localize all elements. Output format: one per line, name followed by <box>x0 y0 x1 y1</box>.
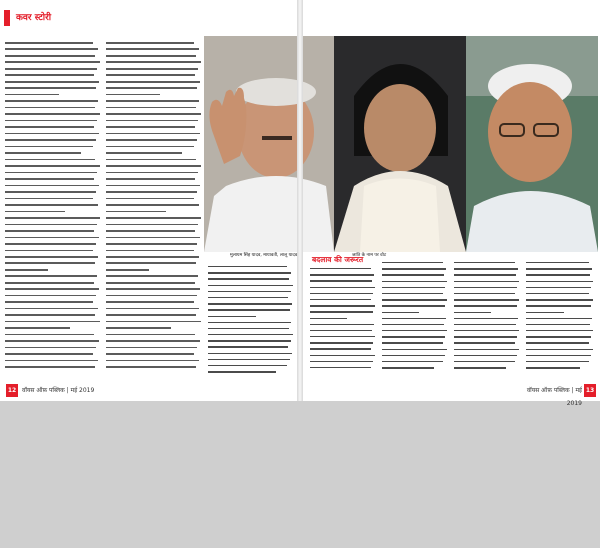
text-line <box>106 198 194 200</box>
text-line <box>5 61 100 63</box>
text-line <box>382 268 446 269</box>
text-line <box>454 324 516 325</box>
text-line <box>5 126 94 128</box>
text-line <box>526 342 589 343</box>
text-line <box>454 342 515 343</box>
left-page-number: 12 <box>6 384 18 397</box>
text-line <box>5 48 98 50</box>
text-line <box>310 305 375 306</box>
text-line <box>526 324 590 325</box>
text-line <box>208 334 293 335</box>
text-line <box>5 262 95 264</box>
text-line <box>5 178 94 180</box>
text-line <box>382 281 447 282</box>
text-line <box>526 349 593 350</box>
text-line <box>310 348 371 349</box>
text-line <box>382 287 445 288</box>
text-line <box>310 324 374 325</box>
text-line <box>208 272 291 273</box>
text-line <box>106 269 149 271</box>
text-line <box>5 224 97 226</box>
text-line <box>106 256 199 258</box>
text-line <box>5 172 97 174</box>
text-line <box>382 336 445 337</box>
text-line <box>106 81 200 83</box>
text-line <box>5 191 96 193</box>
text-line <box>5 81 99 83</box>
text-line <box>106 178 195 180</box>
text-line <box>454 262 515 263</box>
text-line <box>106 288 200 290</box>
text-line <box>106 262 196 264</box>
text-line <box>454 287 517 288</box>
text-line <box>208 328 289 329</box>
text-line <box>526 318 592 319</box>
text-line <box>5 107 95 109</box>
text-line <box>5 308 98 310</box>
text-line <box>454 293 515 294</box>
text-line <box>382 324 444 325</box>
text-line <box>106 314 196 316</box>
text-line <box>5 321 100 323</box>
text-line <box>382 330 447 331</box>
text-line <box>382 367 434 368</box>
text-line <box>106 366 196 368</box>
text-line <box>5 360 98 362</box>
text-line <box>5 211 65 213</box>
text-line <box>208 316 256 317</box>
text-line <box>526 262 589 263</box>
photo-illustration <box>204 36 598 252</box>
text-line <box>106 146 194 148</box>
text-line <box>526 336 591 337</box>
text-line <box>208 365 287 366</box>
text-line <box>106 172 198 174</box>
text-line <box>5 74 94 76</box>
text-line <box>106 133 200 135</box>
section-title: कवर स्टोरी <box>16 13 52 23</box>
text-line <box>106 48 199 50</box>
text-line <box>106 120 198 122</box>
text-line <box>208 353 292 354</box>
text-line <box>5 198 93 200</box>
text-line <box>208 303 292 304</box>
section-header <box>4 10 124 26</box>
text-line <box>5 217 100 219</box>
text-line <box>208 309 290 310</box>
right-page-number: 13 <box>584 384 596 397</box>
text-line <box>106 230 195 232</box>
text-line <box>106 100 199 102</box>
left-footer-magazine: वॉयस ऑफ़ पब्लिक <box>22 387 65 394</box>
text-line <box>106 308 199 310</box>
text-line <box>5 146 93 148</box>
text-line <box>5 282 94 284</box>
text-line <box>106 237 200 239</box>
text-line <box>382 342 443 343</box>
text-line <box>106 68 198 70</box>
text-line <box>106 42 194 44</box>
text-line <box>5 334 94 336</box>
text-line <box>208 266 287 267</box>
text-line <box>526 268 592 269</box>
text-line <box>5 288 99 290</box>
text-line <box>382 318 446 319</box>
text-line <box>454 361 515 362</box>
text-line <box>106 74 195 76</box>
text-line <box>5 347 96 349</box>
text-line <box>310 336 375 337</box>
text-line <box>106 159 196 161</box>
section-header-bar <box>4 10 10 26</box>
page-gutter <box>297 0 303 401</box>
text-line <box>310 367 371 368</box>
left-footer-month: मई 2019 <box>70 387 95 394</box>
text-line <box>382 349 447 350</box>
text-line <box>208 322 291 323</box>
text-line <box>208 340 291 341</box>
text-line <box>106 204 199 206</box>
text-line <box>454 281 519 282</box>
left-text-column-1 <box>5 42 101 378</box>
text-line <box>454 355 517 356</box>
text-line <box>106 217 201 219</box>
text-line <box>382 355 445 356</box>
text-line <box>106 152 182 154</box>
text-line <box>5 301 93 303</box>
text-line <box>454 312 491 313</box>
text-line <box>526 355 591 356</box>
text-line <box>106 94 160 96</box>
left-text-column-3 <box>208 266 294 378</box>
text-line <box>310 293 373 294</box>
text-line <box>526 274 590 275</box>
text-line <box>526 330 593 331</box>
subhead: बदलाव की जरूरत <box>312 255 364 264</box>
text-line <box>5 256 98 258</box>
text-line <box>310 311 373 312</box>
text-line <box>5 340 99 342</box>
text-line <box>5 100 98 102</box>
text-line <box>106 139 197 141</box>
text-line <box>208 278 289 279</box>
right-footer-month: मई 2019 <box>566 387 582 407</box>
text-line <box>382 299 447 300</box>
text-line <box>310 280 372 281</box>
text-line <box>526 287 591 288</box>
text-line <box>310 318 347 319</box>
left-footer-separator: | <box>66 387 69 394</box>
text-line <box>106 243 197 245</box>
text-line <box>106 250 194 252</box>
right-text-column-2 <box>382 262 448 378</box>
text-line <box>5 165 100 167</box>
text-line <box>106 87 197 89</box>
right-text-column-1 <box>310 268 376 378</box>
text-line <box>5 230 94 232</box>
text-line <box>5 42 93 44</box>
text-line <box>310 330 372 331</box>
text-line <box>5 237 99 239</box>
text-line <box>208 371 276 372</box>
text-line <box>454 336 517 337</box>
left-text-column-2 <box>106 42 202 378</box>
text-line <box>5 366 95 368</box>
text-line <box>5 275 97 277</box>
text-line <box>310 287 375 288</box>
text-line <box>106 224 198 226</box>
text-line <box>106 191 197 193</box>
text-line <box>106 327 171 329</box>
text-line <box>454 367 506 368</box>
text-line <box>526 367 580 368</box>
text-line <box>5 353 93 355</box>
text-line <box>454 349 519 350</box>
text-line <box>106 301 194 303</box>
text-line <box>106 360 199 362</box>
text-line <box>5 185 99 187</box>
text-line <box>106 107 196 109</box>
text-line <box>5 243 96 245</box>
text-line <box>382 293 443 294</box>
left-footer <box>22 384 172 397</box>
right-text-column-3 <box>454 262 520 378</box>
text-line <box>382 262 443 263</box>
photo-caption-left: मुलायम सिंह यादव, मायावती, लालू यादव <box>230 253 298 258</box>
text-line <box>5 152 81 154</box>
text-line <box>310 274 374 275</box>
text-line <box>5 120 97 122</box>
text-line <box>5 327 70 329</box>
text-line <box>106 165 201 167</box>
text-line <box>454 330 519 331</box>
text-line <box>5 133 99 135</box>
text-line <box>106 211 166 213</box>
text-line <box>310 342 373 343</box>
text-line <box>208 297 288 298</box>
text-line <box>106 126 195 128</box>
text-line <box>208 291 291 292</box>
text-line <box>106 353 194 355</box>
text-line <box>526 305 591 306</box>
text-line <box>106 321 201 323</box>
text-line <box>454 318 518 319</box>
text-line <box>310 361 373 362</box>
text-line <box>106 347 197 349</box>
text-line <box>208 359 290 360</box>
text-line <box>5 314 95 316</box>
text-line <box>454 274 516 275</box>
photo-caption-right: जाति के नाम पर वोट <box>352 253 387 258</box>
text-line <box>106 295 197 297</box>
text-line <box>106 275 198 277</box>
politicians-photo <box>204 36 598 252</box>
text-line <box>310 299 371 300</box>
text-line <box>5 68 97 70</box>
right-text-column-4 <box>526 262 594 378</box>
text-line <box>310 355 375 356</box>
right-footer-magazine: वॉयस ऑफ़ पब्लिक <box>526 387 570 394</box>
text-line <box>106 61 201 63</box>
text-line <box>526 281 593 282</box>
text-line <box>106 185 200 187</box>
text-line <box>310 268 371 269</box>
text-line <box>5 295 96 297</box>
text-line <box>5 269 48 271</box>
right-footer-separator: | <box>571 387 574 394</box>
text-line <box>526 299 593 300</box>
text-line <box>382 312 419 313</box>
text-line <box>5 159 95 161</box>
text-line <box>5 139 96 141</box>
text-line <box>106 113 201 115</box>
text-line <box>5 94 59 96</box>
text-line <box>106 334 195 336</box>
text-line <box>526 361 589 362</box>
text-line <box>5 113 100 115</box>
text-line <box>454 299 519 300</box>
text-line <box>208 346 288 347</box>
text-line <box>454 305 517 306</box>
text-line <box>5 55 95 57</box>
text-line <box>5 204 98 206</box>
text-line <box>106 55 196 57</box>
right-footer <box>520 384 582 407</box>
text-line <box>382 274 444 275</box>
text-line <box>208 285 293 286</box>
text-line <box>106 282 195 284</box>
text-line <box>526 293 589 294</box>
text-line <box>5 250 93 252</box>
text-line <box>454 268 518 269</box>
text-line <box>5 87 96 89</box>
text-line <box>382 305 445 306</box>
text-line <box>106 340 200 342</box>
text-line <box>382 361 443 362</box>
text-line <box>526 312 564 313</box>
